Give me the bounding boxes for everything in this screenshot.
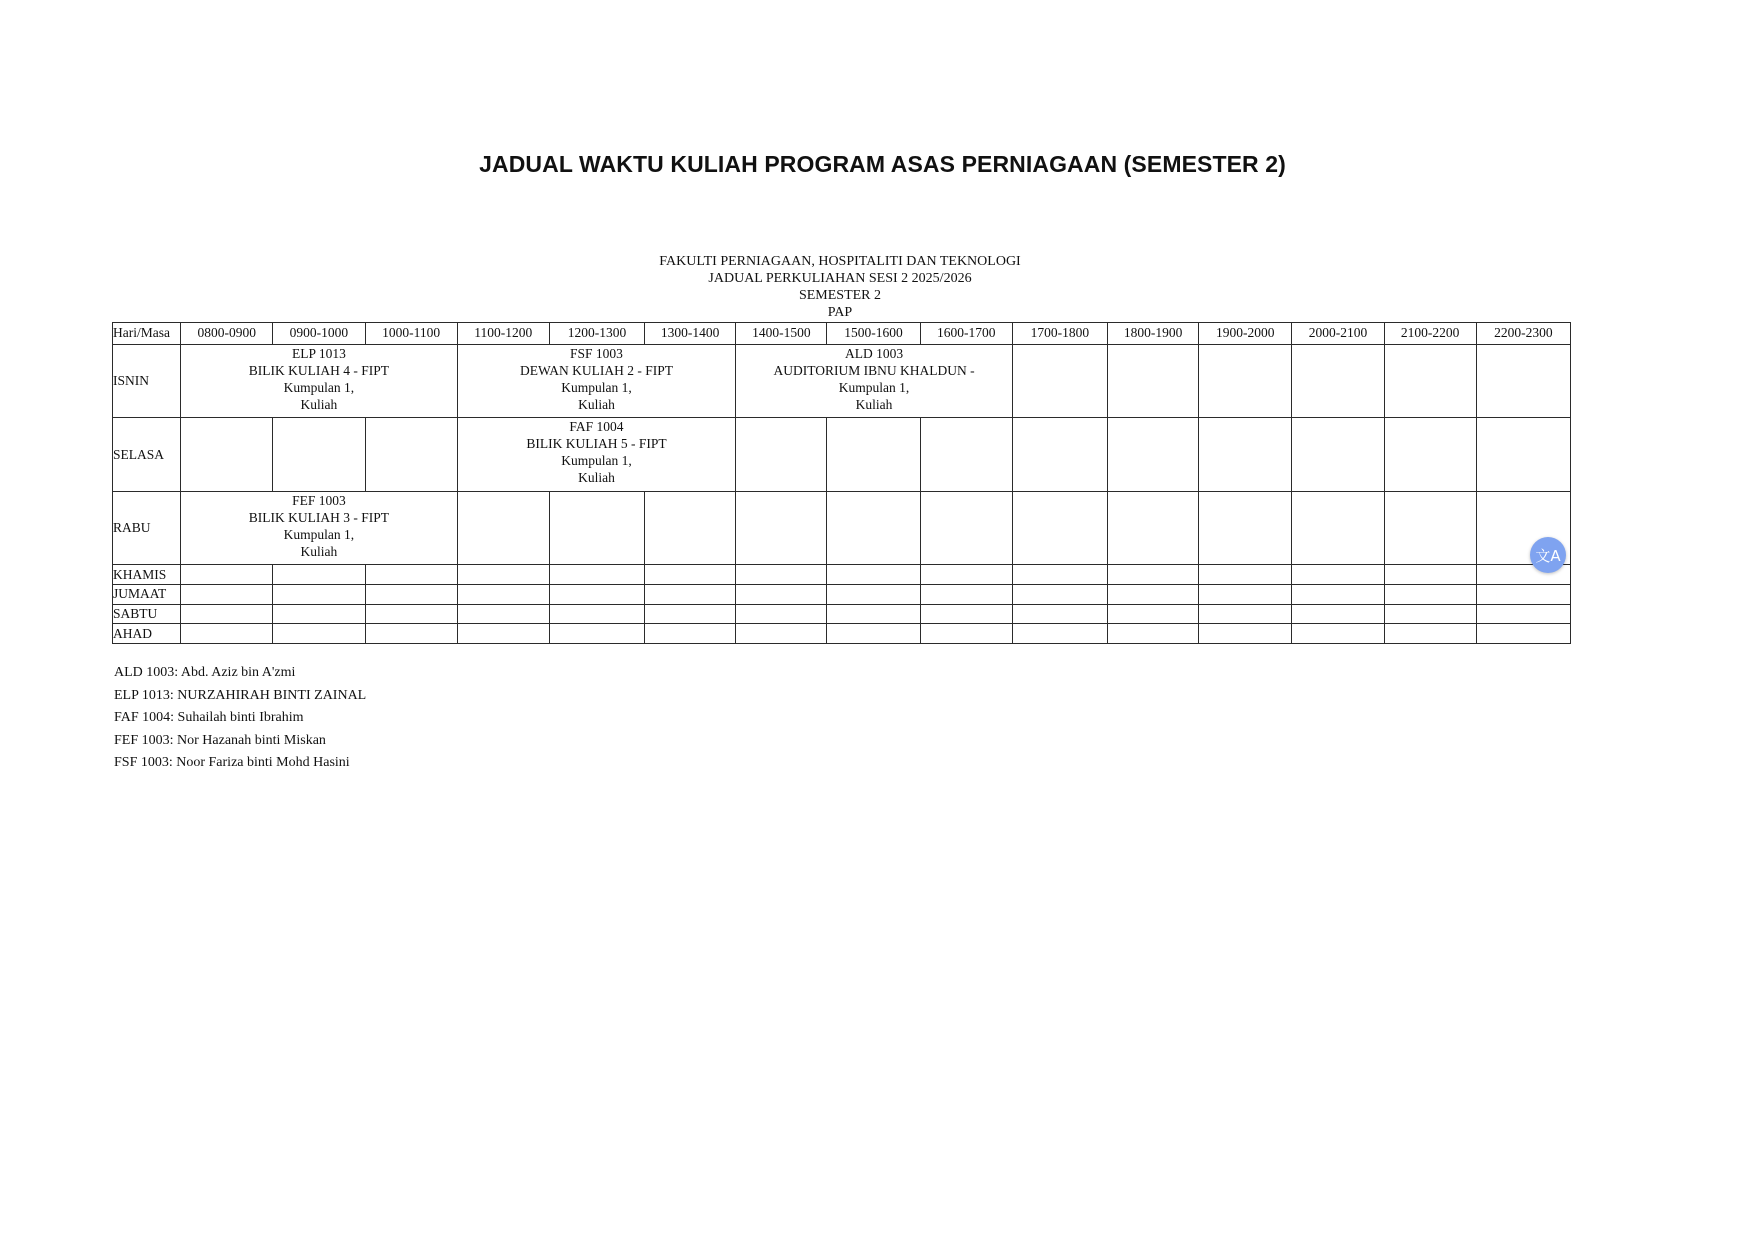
empty-slot	[1108, 491, 1199, 565]
empty-slot	[827, 418, 920, 492]
day-label: JUMAAT	[113, 584, 181, 604]
row-sabtu	[113, 604, 1571, 624]
empty-slot	[827, 491, 920, 565]
time-header: 0900-1000	[273, 323, 365, 345]
class-group: Kumpulan 1,	[283, 379, 355, 395]
faculty-name: FAKULTI PERNIAGAAN, HOSPITALITI DAN TEKNOLOGI	[659, 254, 1021, 269]
empty-slot	[1012, 491, 1107, 565]
day-label: KHAMIS	[113, 565, 181, 585]
class-group: Kumpulan 1,	[838, 379, 910, 395]
time-header: 1200-1300	[549, 323, 644, 345]
empty-slot	[1384, 418, 1476, 492]
class-block	[736, 344, 1013, 418]
class-room: DEWAN KULIAH 2 - FIPT	[519, 362, 673, 378]
empty-slot	[1108, 344, 1199, 418]
empty-slot	[1476, 344, 1570, 418]
translate-icon: 文A	[1535, 546, 1561, 565]
empty-slot	[1012, 418, 1107, 492]
semester-label: SEMESTER 2	[798, 288, 882, 303]
row-isnin	[113, 344, 1571, 418]
day-label: RABU	[113, 491, 181, 565]
legend-item: FAF 1004: Suhailah binti Ibrahim	[114, 710, 304, 725]
empty-slot	[1292, 344, 1384, 418]
empty-slot	[1292, 418, 1384, 492]
time-header: 1700-1800	[1012, 323, 1107, 345]
time-header: 1900-2000	[1199, 323, 1292, 345]
empty-slot	[1199, 418, 1292, 492]
time-header: 1300-1400	[645, 323, 736, 345]
time-header: 1500-1600	[827, 323, 920, 345]
empty-slot	[736, 418, 827, 492]
class-room: BILIK KULIAH 5 - FIPT	[526, 436, 667, 452]
class-type: Kuliah	[300, 543, 338, 559]
legend-item: ALD 1003: Abd. Aziz bin A'zmi	[114, 665, 296, 680]
time-header: 1600-1700	[920, 323, 1012, 345]
class-block	[181, 344, 458, 418]
time-header: 1100-1200	[457, 323, 549, 345]
time-header: 1000-1100	[365, 323, 457, 345]
class-block	[181, 491, 458, 565]
session-name: JADUAL PERKULIAHAN SESI 2 2025/2026	[708, 271, 972, 286]
empty-slot	[920, 491, 1012, 565]
class-code: ELP 1013	[291, 345, 346, 361]
empty-slot	[365, 418, 457, 492]
legend-item: FEF 1003: Nor Hazanah binti Miskan	[114, 732, 326, 748]
class-type: Kuliah	[578, 396, 615, 412]
class-room: BILIK KULIAH 3 - FIPT	[248, 509, 390, 525]
empty-slot	[181, 418, 273, 492]
legend-item: ELP 1013: NURZAHIRAH BINTI ZAINAL	[114, 687, 367, 703]
class-code: FAF 1004	[569, 419, 624, 435]
empty-slot	[1384, 344, 1476, 418]
empty-slot	[1012, 344, 1107, 418]
empty-slot	[457, 491, 549, 565]
empty-slot	[645, 491, 736, 565]
empty-slot	[920, 418, 1012, 492]
empty-slot	[1199, 491, 1292, 565]
class-type: Kuliah	[855, 396, 893, 412]
timetable-header-row	[113, 323, 1571, 345]
class-block	[457, 344, 736, 418]
page-title: JADUAL WAKTU KULIAH PROGRAM ASAS PERNIAGAAN (SEMESTER 2)	[479, 151, 1286, 177]
translate-button[interactable]	[1530, 537, 1566, 573]
timetable	[112, 322, 1571, 644]
time-header: 0800-0900	[181, 323, 273, 345]
empty-slot	[1199, 344, 1292, 418]
day-label: SELASA	[113, 418, 181, 492]
class-group: Kumpulan 1,	[561, 379, 632, 395]
row-rabu	[113, 491, 1571, 565]
empty-slot	[736, 491, 827, 565]
day-label: SABTU	[113, 604, 181, 624]
class-room: AUDITORIUM IBNU KHALDUN -	[773, 362, 975, 378]
legend-item: FSF 1003: Noor Fariza binti Mohd Hasini	[114, 755, 350, 770]
empty-slot	[1384, 491, 1476, 565]
row-jumaat	[113, 584, 1571, 604]
class-type: Kuliah	[300, 396, 338, 412]
class-type: Kuliah	[578, 470, 615, 486]
class-code: FEF 1003	[292, 492, 346, 508]
empty-slot	[1292, 491, 1384, 565]
class-code: FSF 1003	[570, 345, 623, 361]
empty-slot	[1476, 418, 1570, 492]
time-header: 2100-2200	[1384, 323, 1476, 345]
class-group: Kumpulan 1,	[561, 453, 632, 469]
empty-slot	[273, 418, 365, 492]
class-block	[457, 418, 736, 492]
time-header: 2000-2100	[1292, 323, 1384, 345]
row-khamis	[113, 565, 1571, 585]
class-group: Kumpulan 1,	[283, 526, 355, 542]
row-ahad	[113, 624, 1571, 644]
day-label: AHAD	[113, 624, 181, 644]
class-room: BILIK KULIAH 4 - FIPT	[248, 362, 390, 378]
class-code: ALD 1003	[844, 345, 904, 361]
time-header: 1800-1900	[1108, 323, 1199, 345]
timetable-header	[0, 253, 1680, 321]
empty-slot	[1108, 418, 1199, 492]
time-header: 1400-1500	[736, 323, 827, 345]
row-selasa	[113, 418, 1571, 492]
time-header: 2200-2300	[1476, 323, 1570, 345]
lecturer-legend	[114, 665, 366, 778]
day-label: ISNIN	[113, 344, 181, 418]
program-code: PAP	[827, 305, 853, 320]
empty-slot	[549, 491, 644, 565]
corner-header: Hari/Masa	[113, 323, 181, 345]
